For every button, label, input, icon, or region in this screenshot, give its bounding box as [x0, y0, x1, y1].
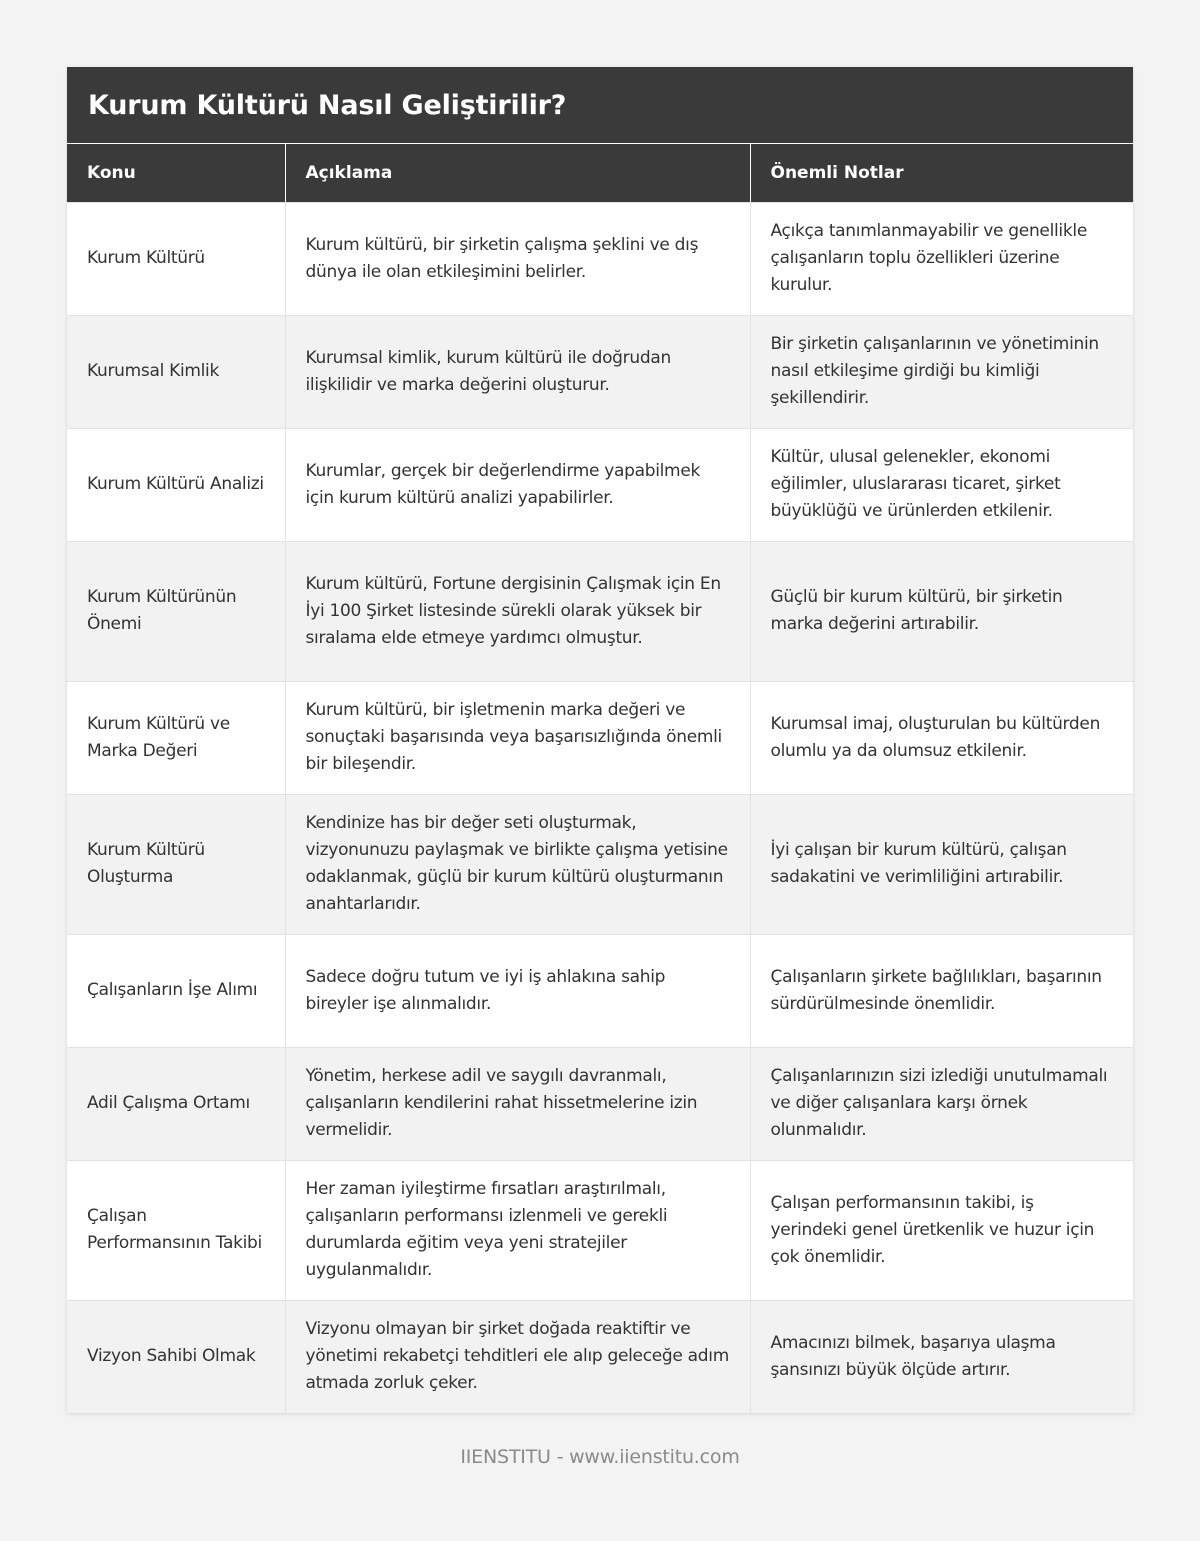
content-card: [67, 67, 1133, 1413]
cell-notes: Amacınızı bilmek, başarıya ulaşma şansınızı büyük ölçüde artırır.: [750, 1300, 1133, 1413]
cell-topic: Kurumsal Kimlik: [67, 315, 285, 428]
table-row: [67, 1160, 1133, 1300]
cell-topic: Çalışanların İşe Alımı: [67, 934, 285, 1047]
cell-notes: Güçlü bir kurum kültürü, bir şirketin marka değerini artırabilir.: [750, 541, 1133, 681]
cell-topic: Kurum Kültürü Analizi: [67, 428, 285, 541]
cell-notes: Açıkça tanımlanmayabilir ve genellikle çalışanların toplu özellikleri üzerine kurulur.: [750, 202, 1133, 315]
table-header: [67, 144, 1133, 202]
cell-description: Yönetim, herkese adil ve saygılı davranmalı, çalışanların kendilerini rahat hissetmelerine izin vermelidir.: [285, 1047, 750, 1160]
cell-notes: Çalışanların şirkete bağlılıkları, başarının sürdürülmesinde önemlidir.: [750, 934, 1133, 1047]
cell-notes: Çalışanlarınızın sizi izlediği unutulmamalı ve diğer çalışanlara karşı örnek olunmalıdır.: [750, 1047, 1133, 1160]
cell-notes: İyi çalışan bir kurum kültürü, çalışan sadakatini ve verimliliğini artırabilir.: [750, 794, 1133, 934]
title-bar: [67, 67, 1133, 144]
table-row: [67, 428, 1133, 541]
table-row: [67, 934, 1133, 1047]
column-header-notes: Önemli Notlar: [750, 144, 1133, 202]
cell-topic: Çalışan Performansının Takibi: [67, 1160, 285, 1300]
table-body: [67, 202, 1133, 1413]
table-row: [67, 1300, 1133, 1413]
column-header-description: Açıklama: [285, 144, 750, 202]
cell-description: Sadece doğru tutum ve iyi iş ahlakına sahip bireyler işe alınmalıdır.: [285, 934, 750, 1047]
cell-topic: Kurum Kültürü: [67, 202, 285, 315]
cell-notes: Kültür, ulusal gelenekler, ekonomi eğilimler, uluslararası ticaret, şirket büyüklüğü ve ürünlerden etkilenir.: [750, 428, 1133, 541]
table-row: [67, 541, 1133, 681]
cell-description: Kurum kültürü, Fortune dergisinin Çalışmak için En İyi 100 Şirket listesinde sürekli olarak yüksek bir sıralama elde etmeye yardımcı olmuştur.: [285, 541, 750, 681]
cell-description: Kendinize has bir değer seti oluşturmak, vizyonunuzu paylaşmak ve birlikte çalışma yetisine odaklanmak, güçlü bir kurum kültürü oluşturmanın anahtarlarıdır.: [285, 794, 750, 934]
page-title: Kurum Kültürü Nasıl Geliştirilir?: [88, 89, 567, 121]
table-row: [67, 794, 1133, 934]
footer-credit: IIENSTITU - www.iienstitu.com: [460, 1446, 740, 1468]
column-header-topic: Konu: [67, 144, 285, 202]
table-row: [67, 315, 1133, 428]
cell-description: Kurum kültürü, bir işletmenin marka değeri ve sonuçtaki başarısında veya başarısızlığında önemli bir bileşendir.: [285, 681, 750, 794]
cell-topic: Kurum Kültürü ve Marka Değeri: [67, 681, 285, 794]
cell-description: Kurumsal kimlik, kurum kültürü ile doğrudan ilişkilidir ve marka değerini oluşturur.: [285, 315, 750, 428]
cell-topic: Kurum Kültürü Oluşturma: [67, 794, 285, 934]
table-row: [67, 681, 1133, 794]
info-table: [67, 144, 1133, 1413]
cell-description: Kurum kültürü, bir şirketin çalışma şeklini ve dış dünya ile olan etkileşimini belirler.: [285, 202, 750, 315]
cell-description: Vizyonu olmayan bir şirket doğada reaktiftir ve yönetimi rekabetçi tehditleri ele alıp geleceğe adım atmada zorluk çeker.: [285, 1300, 750, 1413]
cell-notes: Kurumsal imaj, oluşturulan bu kültürden olumlu ya da olumsuz etkilenir.: [750, 681, 1133, 794]
table-row: [67, 202, 1133, 315]
cell-description: Kurumlar, gerçek bir değerlendirme yapabilmek için kurum kültürü analizi yapabilirler.: [285, 428, 750, 541]
cell-topic: Kurum Kültürünün Önemi: [67, 541, 285, 681]
header-row: [67, 144, 1133, 202]
cell-topic: Vizyon Sahibi Olmak: [67, 1300, 285, 1413]
cell-notes: Bir şirketin çalışanlarının ve yönetiminin nasıl etkileşime girdiği bu kimliği şekillendirir.: [750, 315, 1133, 428]
table-row: [67, 1047, 1133, 1160]
cell-notes: Çalışan performansının takibi, iş yerindeki genel üretkenlik ve huzur için çok önemlidir.: [750, 1160, 1133, 1300]
cell-description: Her zaman iyileştirme fırsatları araştırılmalı, çalışanların performansı izlenmeli ve gerekli durumlarda eğitim veya yeni stratejiler uygulanmalıdır.: [285, 1160, 750, 1300]
cell-topic: Adil Çalışma Ortamı: [67, 1047, 285, 1160]
